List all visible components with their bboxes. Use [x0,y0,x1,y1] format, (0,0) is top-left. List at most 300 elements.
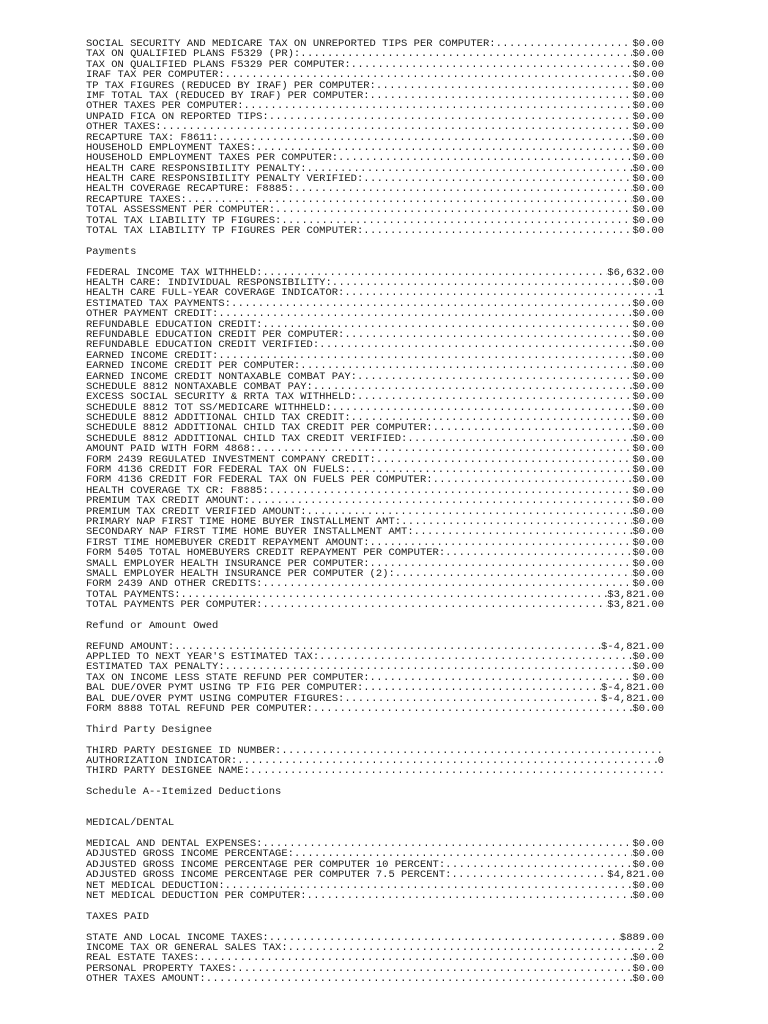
line-item-value: $0.00 [632,49,664,60]
dot-leader [237,964,632,974]
line-item [86,870,664,880]
line-item [86,351,664,361]
line-item [86,174,664,184]
line-item [86,694,664,704]
line-item-label: SOCIAL SECURITY AND MEDICARE TAX ON UNREPORTED TIPS PER COMPUTER: [86,39,496,50]
line-item [86,538,664,548]
line-item [86,943,664,953]
line-item-label: UNPAID FICA ON REPORTED TIPS: [86,111,269,123]
line-item-value: $0.00 [632,277,664,289]
line-item [86,746,664,756]
line-item-label: EARNED INCOME CREDIT PER COMPUTER: [86,361,301,372]
dot-leader [370,91,633,101]
line-item-value: $0.00 [632,80,664,91]
line-item [86,496,664,506]
line-item-label: TAX ON INCOME LESS STATE REFUND PER COMPUTER: [86,672,370,684]
section [86,610,664,714]
line-item [86,164,664,174]
line-item-value: $0.00 [632,891,664,902]
line-item-value: $0.00 [632,849,664,860]
line-item-label: STATE AND LOCAL INCOME TAXES: [86,932,269,943]
dot-leader [174,642,601,652]
spacer [86,257,664,267]
section-heading: Third Party Designee [86,723,213,736]
line-item-value: $0.00 [632,39,664,50]
line-item-value: $0.00 [632,132,664,143]
dot-leader [445,860,632,870]
line-item-value: $0.00 [632,194,664,206]
line-item-label: FORM 2439 AND OTHER CREDITS: [86,579,263,590]
dot-leader [313,382,633,392]
line-item-value: 1 [657,288,664,299]
line-item-label: INCOME TAX OR GENERAL SALES TAX: [86,942,288,954]
spacer [86,829,664,839]
line-item [86,112,664,122]
dot-leader [363,174,632,184]
line-item-value: $0.00 [632,298,664,310]
line-item [86,527,664,537]
line-item-label: ESTIMATED TAX PENALTY: [86,662,225,673]
line-item-label: FORM 8888 TOTAL REFUND PER COMPUTER: [86,704,313,715]
line-item-label: THIRD PARTY DESIGNEE ID NUMBER: [86,745,282,756]
line-item-label: ADJUSTED GROSS INCOME PERCENTAGE PER COMPUTER 7.5 PERCENT: [86,870,452,881]
line-item-label: SCHEDULE 8812 ADDITIONAL CHILD TAX CREDIT: [86,413,351,424]
line-item-value: $0.00 [632,568,664,580]
line-item-value: $0.00 [632,350,664,362]
dot-leader [231,299,633,309]
line-item-label: EARNED INCOME CREDIT NONTAXABLE COMBAT PAY: [86,371,357,382]
line-item-value: $0.00 [632,558,664,569]
line-item [86,486,664,496]
line-item [86,455,664,465]
dot-leader [445,548,632,558]
line-item [86,288,664,298]
line-item-value: $0.00 [632,329,664,341]
line-item [86,964,664,974]
line-item [86,642,664,652]
line-item-value: $3,821.00 [607,589,664,601]
line-item [86,299,664,309]
line-item [86,600,664,610]
line-item-label: ADJUSTED GROSS INCOME PERCENTAGE: [86,849,294,860]
line-item-value: $0.00 [632,433,664,445]
line-item-value: $0.00 [632,174,664,185]
line-item [86,403,664,413]
dot-leader [281,746,664,756]
line-item-value: $889.00 [619,932,664,943]
line-item-value: $0.00 [632,672,664,684]
dot-leader [187,195,633,205]
dot-leader [351,60,633,70]
line-item-value: $0.00 [632,516,664,528]
line-item-label: THIRD PARTY DESIGNEE NAME: [86,766,250,777]
line-item-label: TAX ON QUALIFIED PLANS F5329 (PR): [86,49,301,60]
dot-leader [256,444,632,454]
line-item [86,507,664,517]
line-item-value: $-4,821.00 [600,693,664,704]
dot-leader [269,486,633,496]
line-item-label: HEALTH COVERAGE TX CR: F8885: [86,485,269,497]
line-item [86,392,664,402]
dot-leader [181,590,608,600]
line-item-value: $0.00 [632,101,664,112]
dot-leader [414,527,633,537]
dot-leader [300,361,632,371]
line-item-value: $0.00 [632,153,664,164]
line-item-label: TOTAL TAX LIABILITY TP FIGURES PER COMPUTER: [86,226,364,237]
line-item-value: $0.00 [632,475,664,486]
line-item [86,330,664,340]
dot-leader [225,662,633,672]
line-item [86,413,664,423]
dot-leader [269,112,633,122]
dot-leader [332,278,633,288]
dot-leader [370,538,633,548]
line-item-label: FORM 4136 CREDIT FOR FEDERAL TAX ON FUELS: [86,465,351,476]
line-item [86,278,664,288]
dot-leader [351,413,633,423]
line-item-label: MEDICAL AND DENTAL EXPENSES: [86,839,263,850]
line-item-value: $0.00 [632,402,664,414]
line-item-label: HEALTH CARE RESPONSIBILITY PENALTY: [86,163,307,175]
line-item-value: $0.00 [632,548,664,559]
dot-leader [269,933,620,943]
line-item-value: $3,821.00 [607,600,664,611]
dot-leader [199,953,632,963]
section [86,714,664,776]
section [86,901,664,984]
line-item-label: FORM 5405 TOTAL HOMEBUYERS CREDIT REPAYMENT PER COMPUTER: [86,548,446,559]
line-item-label: FORM 4136 CREDIT FOR FEDERAL TAX ON FUELS PER COMPUTER: [86,475,433,486]
dot-leader [218,133,632,143]
section-heading: MEDICAL/DENTAL [86,817,175,830]
line-item-value: $0.00 [632,579,664,590]
dot-leader [313,704,633,714]
dot-leader [225,70,633,80]
dot-leader [307,164,633,174]
line-item-label: OTHER PAYMENT CREDIT: [86,309,219,320]
line-item-value: $0.00 [632,537,664,549]
line-item-value: $0.00 [632,184,664,195]
line-item [86,423,664,433]
line-item [86,849,664,859]
line-item-label: HEALTH CARE: INDIVIDUAL RESPONSIBILITY: [86,277,332,289]
dot-leader [370,673,633,683]
line-item-label: ESTIMATED TAX PAYMENTS: [86,298,231,310]
line-item-label: TOTAL PAYMENTS PER COMPUTER: [86,600,263,611]
section [86,777,664,808]
line-item-value: $-4,821.00 [600,641,664,653]
line-item [86,662,664,672]
dot-leader [262,839,632,849]
dot-leader [363,226,632,236]
line-item-label: SCHEDULE 8812 ADDITIONAL CHILD TAX CREDIT VERIFIED: [86,433,408,445]
line-item [86,122,664,132]
dot-leader [357,372,633,382]
line-item-label: PRIMARY NAP FIRST TIME HOME BUYER INSTALLMENT AMT: [86,516,402,528]
line-item-value: $0.00 [632,142,664,154]
line-item-label: PERSONAL PROPERTY TAXES: [86,963,238,975]
line-item-value: $0.00 [632,111,664,123]
spacer [86,798,664,808]
line-item [86,683,664,693]
section [86,236,664,610]
dot-leader [250,766,664,776]
line-item-value: $0.00 [632,215,664,227]
dot-leader [300,49,632,59]
dot-leader [319,340,632,350]
line-item [86,673,664,683]
dot-leader [262,268,607,278]
line-item-value: $6,632.00 [607,267,664,278]
section-heading: Schedule A--Itemized Deductions [86,786,282,799]
line-item-label: PREMIUM TAX CREDIT AMOUNT: [86,496,250,507]
dot-leader [162,122,633,132]
dot-leader [338,153,632,163]
line-item-value: $0.00 [632,423,664,434]
dot-leader [376,455,633,465]
line-item-label: RECAPTURE TAXES: [86,194,187,206]
section-heading: TAXES PAID [86,910,150,923]
line-item-value: $0.00 [632,444,664,455]
line-item-value: $0.00 [632,859,664,871]
line-item-label: OTHER TAXES: [86,122,162,133]
line-item-label: APPLIED TO NEXT YEAR'S ESTIMATED TAX: [86,652,320,663]
line-item-value: $-4,821.00 [600,683,664,694]
line-item-label: SCHEDULE 8812 NONTAXABLE COMBAT PAY: [86,381,313,393]
section [86,808,664,902]
line-item-value: $4,821.00 [607,870,664,881]
line-item-label: TOTAL ASSESSMENT PER COMPUTER: [86,205,276,216]
line-item-label: SCHEDULE 8812 TOT SS/MEDICARE WITHHELD: [86,402,332,414]
line-item [86,361,664,371]
dot-leader [256,143,632,153]
line-item [86,652,664,662]
line-item-label: EXCESS SOCIAL SECURITY & RRTA TAX WITHHELD: [86,392,357,403]
dot-leader [281,216,632,226]
dot-leader [363,683,601,693]
dot-leader [319,652,632,662]
dot-leader [433,475,633,485]
line-item [86,465,664,475]
line-item-value: $0.00 [632,527,664,538]
line-item-label: ADJUSTED GROSS INCOME PERCENTAGE PER COMPUTER 10 PERCENT: [86,859,446,871]
line-item-value: $0.00 [632,90,664,102]
line-item [86,475,664,485]
line-item-label: RECAPTURE TAX: F8611: [86,132,219,143]
line-item-label: REAL ESTATE TAXES: [86,953,200,964]
line-item-label: HEALTH COVERAGE RECAPTURE: F8885: [86,184,294,195]
line-item [86,81,664,91]
transcript-document [86,39,664,985]
line-item-label: SCHEDULE 8812 ADDITIONAL CHILD TAX CREDIT PER COMPUTER: [86,423,433,434]
line-item [86,133,664,143]
line-item [86,953,664,963]
line-item-value: $0.00 [632,70,664,81]
line-item [86,153,664,163]
line-item [86,39,664,49]
dot-leader [262,320,632,330]
line-item [86,184,664,194]
line-item [86,704,664,714]
line-item-label: BAL DUE/OVER PYMT USING TP FIG PER COMPUTER: [86,683,364,694]
line-item [86,91,664,101]
line-item-value: $0.00 [632,652,664,663]
line-item [86,569,664,579]
line-item-label: TOTAL TAX LIABILITY TP FIGURES: [86,215,282,227]
section-heading: Payments [86,245,137,258]
line-item-label: REFUND AMOUNT: [86,641,175,653]
line-item-value: $0.00 [632,839,664,850]
line-item-value: $0.00 [632,496,664,507]
line-item-label: REFUNDABLE EDUCATION CREDIT PER COMPUTER: [86,329,345,341]
line-item-label: HOUSEHOLD EMPLOYMENT TAXES PER COMPUTER: [86,153,339,164]
line-item-label: IMF TOTAL TAX (REDUCED BY IRAF) PER COMPUTER: [86,90,370,102]
line-item [86,268,664,278]
dot-leader [344,288,657,298]
line-item [86,933,664,943]
dot-leader [288,943,658,953]
line-item [86,216,664,226]
line-item [86,49,664,59]
dot-leader [496,39,633,49]
line-item-value: $0.00 [632,953,664,964]
line-item-value: $0.00 [632,309,664,320]
line-item [86,101,664,111]
line-item-label: FORM 2439 REGULATED INVESTMENT COMPANY CREDIT: [86,454,376,466]
dot-leader [395,569,633,579]
line-item-value: $0.00 [632,361,664,372]
line-item [86,860,664,870]
line-item [86,309,664,319]
line-item [86,434,664,444]
spacer [86,631,664,641]
line-item [86,372,664,382]
line-item-value: 0 [657,755,664,767]
line-item [86,881,664,891]
line-item-label: SECONDARY NAP FIRST TIME HOME BUYER INSTALLMENT AMT: [86,527,414,538]
dot-leader [370,559,633,569]
section-heading: Refund or Amount Owed [86,619,219,632]
line-item-label: HEALTH CARE RESPONSIBILITY PENALTY VERIFIED: [86,174,364,185]
line-item-label: TAX ON QUALIFIED PLANS F5329 PER COMPUTER: [86,59,351,71]
line-item [86,70,664,80]
dot-leader [401,517,632,527]
line-item-label: REFUNDABLE EDUCATION CREDIT: [86,319,263,330]
line-item-value: $0.00 [632,704,664,715]
line-item-value: $0.00 [632,392,664,403]
dot-leader [344,694,601,704]
line-item [86,60,664,70]
dot-leader [451,870,607,880]
line-item [86,590,664,600]
line-item-label: AMOUNT PAID WITH FORM 4868: [86,444,257,455]
dot-leader [262,600,607,610]
line-item [86,839,664,849]
section [86,39,664,236]
line-item-label: TOTAL PAYMENTS: [86,589,181,601]
dot-leader [307,891,633,901]
line-item-label: REFUNDABLE EDUCATION CREDIT VERIFIED: [86,340,320,351]
line-item-value: $0.00 [632,371,664,382]
line-item [86,340,664,350]
line-item [86,766,664,776]
line-item [86,974,664,984]
line-item [86,143,664,153]
line-item-value: $0.00 [632,381,664,393]
line-item-label: BAL DUE/OVER PYMT USING COMPUTER FIGURES: [86,693,345,704]
dot-leader [275,205,632,215]
line-item [86,517,664,527]
line-item [86,226,664,236]
dot-leader [294,184,633,194]
dot-leader [218,351,632,361]
dot-leader [351,465,633,475]
line-item-value: $0.00 [632,465,664,476]
line-item-label: AUTHORIZATION INDICATOR: [86,755,238,767]
line-item [86,320,664,330]
dot-leader [376,81,633,91]
line-item [86,579,664,589]
line-item-label: FEDERAL INCOME TAX WITHHELD: [86,267,263,278]
line-item [86,382,664,392]
line-item-label: IRAF TAX PER COMPUTER: [86,70,225,81]
line-item-value: $0.00 [632,163,664,175]
dot-leader [244,101,633,111]
line-item-value: $0.00 [632,662,664,673]
dot-leader [262,579,632,589]
line-item-value: $0.00 [632,205,664,216]
line-item-value: $0.00 [632,454,664,466]
line-item-label: TP TAX FIGURES (REDUCED BY IRAF) PER COMPUTER: [86,80,376,91]
dot-leader [357,392,633,402]
line-item [86,891,664,901]
line-item-value: $0.00 [632,122,664,133]
line-item-value: 2 [657,942,664,954]
spacer [86,901,664,911]
line-item-value: $0.00 [632,340,664,351]
line-item [86,756,664,766]
line-item [86,195,664,205]
line-item-value: $0.00 [632,974,664,985]
line-item [86,548,664,558]
line-item-label: HEALTH CARE FULL-YEAR COVERAGE INDICATOR: [86,288,345,299]
line-item-value: $0.00 [632,319,664,330]
line-item [86,444,664,454]
dot-leader [332,403,633,413]
line-item [86,205,664,215]
line-item-label: NET MEDICAL DEDUCTION PER COMPUTER: [86,891,307,902]
spacer [86,236,664,246]
dot-leader [433,423,633,433]
line-item-label: SMALL EMPLOYER HEALTH INSURANCE PER COMPUTER: [86,558,370,569]
line-item-label: OTHER TAXES AMOUNT: [86,974,206,985]
spacer [86,735,664,745]
dot-leader [218,309,632,319]
dot-leader [344,330,632,340]
line-item-label: SMALL EMPLOYER HEALTH INSURANCE PER COMPUTER (2): [86,568,395,580]
spacer [86,922,664,932]
line-item-value: $0.00 [632,485,664,497]
dot-leader [206,974,633,984]
line-item-value: $0.00 [632,880,664,892]
dot-leader [294,849,633,859]
line-item [86,559,664,569]
dot-leader [307,507,633,517]
line-item-label: EARNED INCOME CREDIT: [86,350,219,362]
dot-leader [225,881,633,891]
line-item-value: $0.00 [632,413,664,424]
